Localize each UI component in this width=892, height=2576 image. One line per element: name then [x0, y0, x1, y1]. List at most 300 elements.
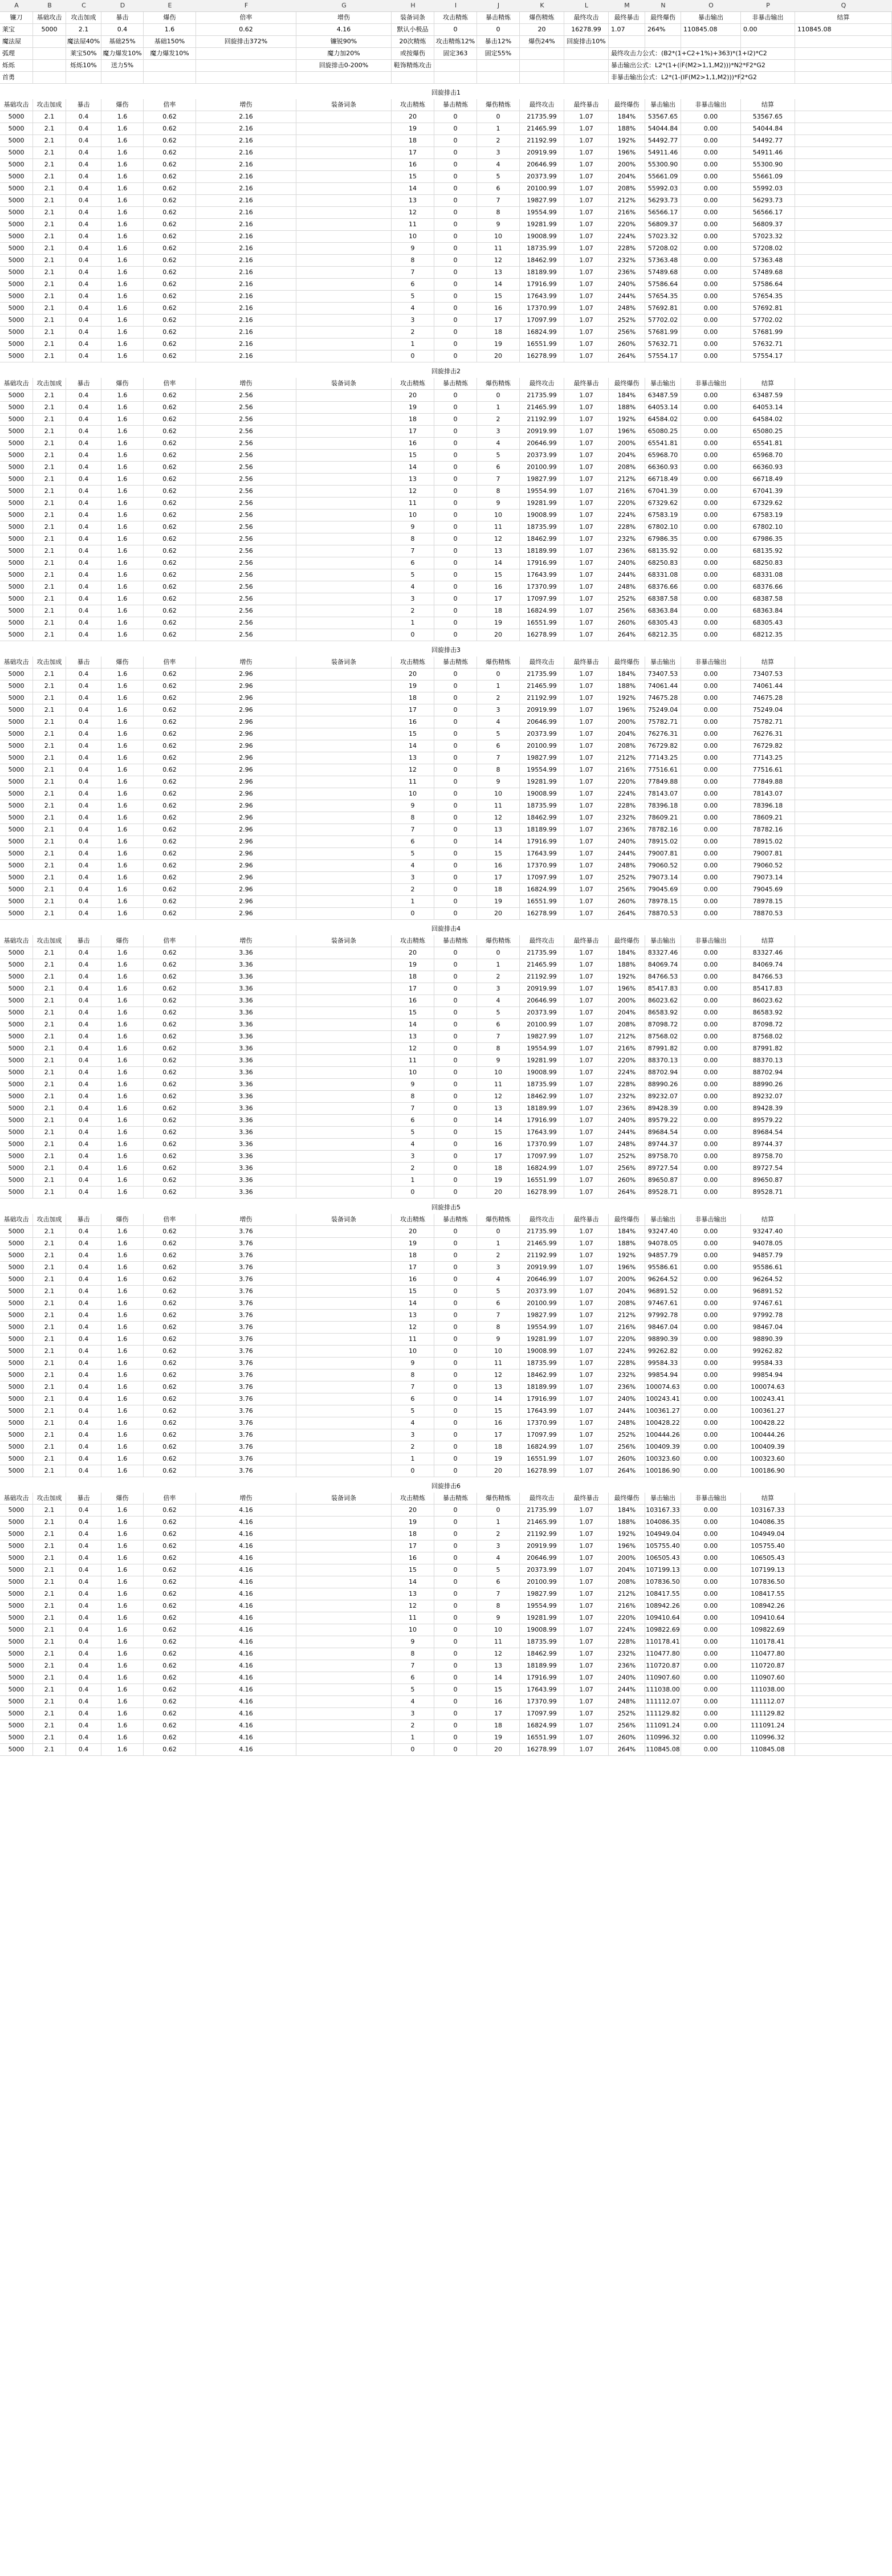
cell[interactable]: 2.1 — [33, 1115, 66, 1126]
cell[interactable]: 16 — [477, 1696, 520, 1707]
cell[interactable]: 0.00 — [681, 669, 741, 680]
cell[interactable]: 256% — [609, 884, 645, 895]
cell[interactable]: 18 — [392, 692, 434, 704]
cell[interactable]: 0.62 — [144, 183, 196, 194]
cell[interactable]: 79007.81 — [741, 848, 795, 859]
cell[interactable]: 89744.37 — [645, 1139, 681, 1150]
cell[interactable]: 240% — [609, 1393, 645, 1405]
cell[interactable]: 0.62 — [144, 159, 196, 170]
cell[interactable]: 5000 — [0, 1465, 33, 1477]
cell[interactable]: 0.4 — [66, 1298, 101, 1309]
cell[interactable]: 3 — [477, 147, 520, 158]
cell[interactable]: 0 — [434, 629, 477, 641]
cell[interactable]: 0.4 — [66, 1505, 101, 1516]
cell[interactable]: 0.4 — [66, 1274, 101, 1285]
cell[interactable]: 16 — [477, 1417, 520, 1429]
cell[interactable]: 108942.26 — [741, 1600, 795, 1612]
cell[interactable]: 86583.92 — [741, 1007, 795, 1018]
cell[interactable]: 3 — [477, 983, 520, 994]
cell[interactable]: 5000 — [0, 1744, 33, 1755]
cell[interactable]: 0.62 — [144, 1612, 196, 1624]
cell[interactable]: 18 — [392, 135, 434, 146]
cell[interactable]: 56809.37 — [741, 219, 795, 230]
cell[interactable]: 1.6 — [101, 123, 144, 134]
cell[interactable]: 0.00 — [681, 1612, 741, 1624]
cell[interactable]: 20373.99 — [520, 1564, 564, 1576]
cell[interactable]: 8 — [477, 1600, 520, 1612]
cell[interactable]: 14 — [392, 183, 434, 194]
cell[interactable]: 2.96 — [196, 728, 296, 740]
cell[interactable]: 增伤 — [296, 12, 392, 23]
cell[interactable]: 18462.99 — [520, 533, 564, 545]
cell[interactable]: 0.4 — [66, 1552, 101, 1564]
cell[interactable]: 16551.99 — [520, 896, 564, 907]
cell[interactable]: 0.00 — [681, 1226, 741, 1237]
cell[interactable]: 54044.84 — [645, 123, 681, 134]
cell[interactable]: 248% — [609, 1417, 645, 1429]
cell[interactable]: 13 — [392, 195, 434, 206]
cell[interactable]: 17097.99 — [520, 315, 564, 326]
cell[interactable]: 5000 — [0, 267, 33, 278]
cell[interactable]: 0 — [434, 947, 477, 959]
cell[interactable]: 1.6 — [101, 1175, 144, 1186]
cell[interactable]: 1.07 — [564, 1262, 609, 1273]
cell[interactable]: 20919.99 — [520, 983, 564, 994]
cell[interactable]: 57632.71 — [741, 339, 795, 350]
cell[interactable]: 0.62 — [144, 207, 196, 218]
column-header[interactable]: 基础攻击 — [0, 935, 33, 947]
cell[interactable]: 0.00 — [681, 207, 741, 218]
cell[interactable]: 79045.69 — [645, 884, 681, 895]
cell[interactable]: 1.07 — [564, 486, 609, 497]
cell[interactable]: 2.1 — [33, 716, 66, 728]
cell[interactable]: 17643.99 — [520, 1684, 564, 1695]
cell[interactable]: 首勇 — [0, 72, 33, 83]
cell[interactable]: 2.16 — [196, 219, 296, 230]
cell[interactable]: 1.07 — [564, 740, 609, 752]
cell[interactable]: 4.16 — [196, 1552, 296, 1564]
cell[interactable] — [296, 947, 392, 959]
cell[interactable]: 1.07 — [564, 1441, 609, 1453]
cell[interactable]: 0.00 — [681, 327, 741, 338]
cell[interactable]: 0.4 — [66, 1708, 101, 1719]
cell[interactable]: 68387.58 — [645, 593, 681, 605]
cell[interactable] — [296, 1648, 392, 1660]
cell[interactable]: 2.1 — [33, 533, 66, 545]
cell[interactable]: 2.1 — [33, 629, 66, 641]
cell[interactable]: 0.62 — [144, 521, 196, 533]
cell[interactable]: 3 — [477, 426, 520, 437]
cell[interactable]: 16278.99 — [564, 24, 609, 35]
cell[interactable]: 0.62 — [144, 474, 196, 485]
cell[interactable]: 0.4 — [66, 1103, 101, 1114]
cell[interactable]: 0 — [434, 1310, 477, 1321]
cell[interactable]: 2.1 — [33, 959, 66, 971]
cell[interactable]: 9 — [477, 1334, 520, 1345]
cell[interactable]: 3 — [392, 872, 434, 883]
cell[interactable]: 0.00 — [681, 486, 741, 497]
cell[interactable]: 1.07 — [564, 1505, 609, 1516]
cell[interactable]: 208% — [609, 462, 645, 473]
cell[interactable]: 1.6 — [144, 24, 196, 35]
cell[interactable]: 13 — [392, 1031, 434, 1042]
cell[interactable]: 0.00 — [681, 605, 741, 617]
cell[interactable]: 0.62 — [144, 1274, 196, 1285]
cell[interactable]: 2.1 — [33, 884, 66, 895]
column-letter[interactable]: F — [244, 2, 249, 9]
cell[interactable]: 2.96 — [196, 896, 296, 907]
cell[interactable]: 0 — [434, 1529, 477, 1540]
cell[interactable]: 0.00 — [681, 279, 741, 290]
cell[interactable]: 0 — [434, 1696, 477, 1707]
cell[interactable]: 212% — [609, 1588, 645, 1600]
cell[interactable]: 0.4 — [66, 812, 101, 824]
column-header[interactable]: 攻击精炼 — [392, 1493, 434, 1504]
cell[interactable]: 0.62 — [144, 1393, 196, 1405]
cell[interactable]: 0.62 — [144, 1091, 196, 1102]
cell[interactable]: 20646.99 — [520, 438, 564, 449]
cell[interactable]: 0.62 — [144, 824, 196, 835]
cell[interactable]: 18 — [477, 1720, 520, 1731]
cell[interactable]: 2.1 — [33, 1660, 66, 1672]
cell[interactable]: 爆伤24% — [520, 36, 564, 47]
cell[interactable]: 0.4 — [66, 959, 101, 971]
cell[interactable]: 252% — [609, 872, 645, 883]
cell[interactable]: 220% — [609, 1612, 645, 1624]
cell[interactable]: 1.07 — [564, 402, 609, 413]
cell[interactable]: 19554.99 — [520, 1600, 564, 1612]
cell[interactable]: 3.36 — [196, 1127, 296, 1138]
cell[interactable]: 0.4 — [66, 438, 101, 449]
cell[interactable]: 4 — [477, 1552, 520, 1564]
cell[interactable]: 14 — [477, 836, 520, 847]
cell[interactable]: 84766.53 — [645, 971, 681, 983]
cell[interactable] — [33, 60, 66, 71]
cell[interactable]: 2.96 — [196, 680, 296, 692]
cell[interactable]: 2.1 — [33, 1103, 66, 1114]
cell[interactable]: 0 — [434, 195, 477, 206]
cell[interactable]: 3.36 — [196, 1031, 296, 1042]
cell[interactable]: 5000 — [0, 135, 33, 146]
cell[interactable]: 100074.63 — [645, 1381, 681, 1393]
column-letter[interactable]: C — [82, 2, 86, 9]
cell[interactable]: 5000 — [0, 728, 33, 740]
cell[interactable]: 244% — [609, 291, 645, 302]
cell[interactable]: 15 — [477, 569, 520, 581]
cell[interactable]: 2.1 — [33, 617, 66, 629]
cell[interactable]: 0.4 — [66, 860, 101, 871]
cell[interactable]: 2.1 — [33, 1334, 66, 1345]
cell[interactable]: 或按爆伤 — [392, 48, 434, 59]
cell[interactable]: 2 — [477, 414, 520, 425]
cell[interactable]: 99854.94 — [741, 1369, 795, 1381]
cell[interactable]: 5000 — [0, 617, 33, 629]
cell[interactable]: 1.07 — [564, 219, 609, 230]
cell[interactable] — [33, 72, 66, 83]
cell[interactable]: 0.4 — [101, 24, 144, 35]
cell[interactable]: 99584.33 — [741, 1358, 795, 1369]
column-header[interactable]: 最终爆伤 — [609, 1214, 645, 1225]
cell[interactable]: 106505.43 — [645, 1552, 681, 1564]
cell[interactable]: 79007.81 — [645, 848, 681, 859]
cell[interactable]: 2.1 — [33, 669, 66, 680]
cell[interactable] — [296, 557, 392, 569]
cell[interactable]: 68212.35 — [741, 629, 795, 641]
cell[interactable]: 78396.18 — [741, 800, 795, 812]
cell[interactable]: 0 — [434, 350, 477, 362]
cell[interactable] — [681, 48, 741, 59]
cell[interactable]: 6 — [477, 1298, 520, 1309]
cell[interactable]: 57489.68 — [741, 267, 795, 278]
cell[interactable]: 100428.22 — [645, 1417, 681, 1429]
cell[interactable]: 0 — [434, 303, 477, 314]
cell[interactable]: 5000 — [0, 111, 33, 123]
cell[interactable]: 0 — [434, 959, 477, 971]
cell[interactable]: 0.4 — [66, 171, 101, 182]
cell[interactable]: 0 — [434, 716, 477, 728]
column-header[interactable]: 结算 — [741, 1214, 795, 1225]
cell[interactable]: 1.07 — [564, 617, 609, 629]
cell[interactable] — [296, 800, 392, 812]
cell[interactable]: 20919.99 — [520, 1540, 564, 1552]
cell[interactable]: 5000 — [0, 1612, 33, 1624]
cell[interactable]: 19554.99 — [520, 207, 564, 218]
cell[interactable]: 0 — [434, 1334, 477, 1345]
cell[interactable]: 5000 — [0, 1660, 33, 1672]
cell[interactable]: 1.07 — [564, 908, 609, 919]
cell[interactable]: 109822.69 — [645, 1624, 681, 1636]
cell[interactable]: 11 — [477, 1079, 520, 1090]
cell[interactable]: 87991.82 — [645, 1043, 681, 1054]
cell[interactable]: 16 — [392, 995, 434, 1006]
cell[interactable]: 0 — [434, 1540, 477, 1552]
cell[interactable] — [296, 207, 392, 218]
cell[interactable]: 4.16 — [196, 1744, 296, 1755]
cell[interactable]: 2 — [477, 135, 520, 146]
cell[interactable]: 56293.73 — [741, 195, 795, 206]
cell[interactable]: 0.62 — [144, 884, 196, 895]
cell[interactable]: 0.62 — [144, 1151, 196, 1162]
cell[interactable]: 66718.49 — [741, 474, 795, 485]
cell[interactable]: 188% — [609, 1238, 645, 1249]
cell[interactable]: 5000 — [0, 860, 33, 871]
cell[interactable]: 8 — [392, 1091, 434, 1102]
cell[interactable]: 192% — [609, 1250, 645, 1261]
cell[interactable]: 7 — [392, 1103, 434, 1114]
cell[interactable]: 0.4 — [66, 800, 101, 812]
cell[interactable]: 5000 — [0, 339, 33, 350]
cell[interactable] — [645, 36, 681, 47]
cell[interactable]: 1.07 — [564, 1163, 609, 1174]
cell[interactable]: 17097.99 — [520, 1429, 564, 1441]
cell[interactable]: 56566.17 — [645, 207, 681, 218]
cell[interactable]: 12 — [392, 764, 434, 776]
cell[interactable]: 0 — [434, 557, 477, 569]
cell[interactable] — [296, 1429, 392, 1441]
cell[interactable]: 1.07 — [564, 692, 609, 704]
cell[interactable]: 18189.99 — [520, 545, 564, 557]
cell[interactable]: 15 — [392, 1564, 434, 1576]
cell[interactable]: 2.1 — [33, 195, 66, 206]
cell[interactable]: 爆伤 — [144, 12, 196, 23]
cell[interactable]: 0.00 — [681, 438, 741, 449]
cell[interactable]: 20646.99 — [520, 1552, 564, 1564]
cell[interactable] — [609, 36, 645, 47]
cell[interactable]: 79045.69 — [741, 884, 795, 895]
cell[interactable]: 0.4 — [66, 1115, 101, 1126]
cell[interactable]: 5000 — [0, 1358, 33, 1369]
cell[interactable]: 85417.83 — [645, 983, 681, 994]
cell[interactable]: 0 — [434, 123, 477, 134]
cell[interactable]: 2.1 — [33, 860, 66, 871]
cell[interactable]: 0.62 — [144, 1238, 196, 1249]
cell[interactable]: 5000 — [0, 279, 33, 290]
cell[interactable]: 1.6 — [101, 812, 144, 824]
cell[interactable]: 0.62 — [144, 1298, 196, 1309]
cell[interactable]: 65968.70 — [741, 450, 795, 461]
cell[interactable]: 110907.60 — [645, 1672, 681, 1684]
cell[interactable]: 100323.60 — [645, 1453, 681, 1465]
cell[interactable]: 100361.27 — [741, 1405, 795, 1417]
cell[interactable]: 1.6 — [101, 1055, 144, 1066]
cell[interactable]: 1.6 — [101, 1043, 144, 1054]
cell[interactable]: 1.6 — [101, 1262, 144, 1273]
column-header[interactable]: 暴击精炼 — [434, 657, 477, 668]
column-header[interactable]: 结算 — [741, 657, 795, 668]
cell[interactable]: 74675.28 — [741, 692, 795, 704]
cell[interactable]: 0.4 — [66, 1600, 101, 1612]
cell[interactable]: 5000 — [0, 426, 33, 437]
cell[interactable]: 0.00 — [681, 219, 741, 230]
cell[interactable]: 5000 — [0, 1127, 33, 1138]
cell[interactable]: 0.62 — [144, 545, 196, 557]
cell[interactable]: 2.1 — [33, 776, 66, 788]
cell[interactable]: 1.6 — [101, 291, 144, 302]
cell[interactable]: 0.00 — [681, 291, 741, 302]
cell[interactable]: 0.4 — [66, 776, 101, 788]
cell[interactable]: 13 — [477, 1381, 520, 1393]
cell[interactable]: 0.4 — [66, 1079, 101, 1090]
cell[interactable]: 0.62 — [144, 728, 196, 740]
cell[interactable]: 3 — [392, 593, 434, 605]
cell[interactable]: 0.00 — [681, 1322, 741, 1333]
cell[interactable]: 1.07 — [564, 1115, 609, 1126]
cell[interactable]: 2.96 — [196, 872, 296, 883]
cell[interactable]: 2.1 — [33, 788, 66, 800]
cell[interactable]: 7 — [477, 1310, 520, 1321]
cell[interactable]: 0 — [434, 147, 477, 158]
cell[interactable]: 暴击12% — [477, 36, 520, 47]
cell[interactable]: 2.1 — [33, 680, 66, 692]
cell[interactable]: 20919.99 — [520, 704, 564, 716]
cell[interactable]: 0 — [434, 1358, 477, 1369]
cell[interactable]: 0 — [434, 884, 477, 895]
cell[interactable]: 0.00 — [681, 350, 741, 362]
cell[interactable]: 0.4 — [66, 1250, 101, 1261]
cell[interactable]: 17643.99 — [520, 848, 564, 859]
cell[interactable]: 78915.02 — [645, 836, 681, 847]
cell[interactable]: 3.76 — [196, 1286, 296, 1297]
column-header[interactable]: 增伤 — [196, 1214, 296, 1225]
cell[interactable]: 260% — [609, 617, 645, 629]
cell[interactable]: 5000 — [0, 1067, 33, 1078]
cell[interactable]: 68212.35 — [645, 629, 681, 641]
cell[interactable]: 最终攻击力公式：(B2*(1+C2+1%)+363)*(1+I2)*C2 — [609, 48, 645, 59]
cell[interactable]: 2.1 — [33, 159, 66, 170]
cell[interactable]: 0.00 — [681, 704, 741, 716]
cell[interactable]: 20 — [392, 390, 434, 401]
cell[interactable]: 2.1 — [33, 1031, 66, 1042]
cell[interactable]: 0.4 — [66, 1517, 101, 1528]
cell[interactable]: 110477.80 — [741, 1648, 795, 1660]
cell[interactable]: 0.4 — [66, 414, 101, 425]
cell[interactable] — [296, 1708, 392, 1719]
cell[interactable]: 1.6 — [101, 1115, 144, 1126]
cell[interactable]: 1.07 — [564, 291, 609, 302]
cell[interactable] — [477, 60, 520, 71]
cell[interactable]: 1.07 — [564, 267, 609, 278]
cell[interactable] — [434, 60, 477, 71]
cell[interactable]: 76729.82 — [741, 740, 795, 752]
cell[interactable]: 18462.99 — [520, 1648, 564, 1660]
cell[interactable]: 5000 — [0, 1334, 33, 1345]
cell[interactable]: 5000 — [0, 243, 33, 254]
cell[interactable]: 16 — [392, 1274, 434, 1285]
cell[interactable]: 0.4 — [66, 1187, 101, 1198]
cell[interactable]: 55992.03 — [741, 183, 795, 194]
cell[interactable]: 5000 — [0, 486, 33, 497]
cell[interactable]: 1.6 — [101, 1417, 144, 1429]
cell[interactable]: 0.62 — [144, 1417, 196, 1429]
cell[interactable]: 6 — [477, 740, 520, 752]
cell[interactable]: 0 — [434, 426, 477, 437]
cell[interactable]: 0.00 — [681, 1055, 741, 1066]
cell[interactable]: 107836.50 — [741, 1576, 795, 1588]
cell[interactable]: 2.1 — [33, 498, 66, 509]
column-header[interactable]: 增伤 — [196, 378, 296, 389]
cell[interactable] — [296, 1175, 392, 1186]
cell[interactable]: 魔力爆发10% — [101, 48, 144, 59]
cell[interactable]: 89650.87 — [645, 1175, 681, 1186]
cell[interactable]: 0 — [434, 764, 477, 776]
cell[interactable]: 1.07 — [564, 1187, 609, 1198]
cell[interactable]: 19827.99 — [520, 1588, 564, 1600]
cell[interactable] — [296, 716, 392, 728]
cell[interactable]: 3.36 — [196, 971, 296, 983]
cell[interactable]: 19827.99 — [520, 474, 564, 485]
cell[interactable]: 21192.99 — [520, 135, 564, 146]
cell[interactable]: 2.56 — [196, 545, 296, 557]
cell[interactable]: 208% — [609, 1298, 645, 1309]
cell[interactable]: 5000 — [0, 704, 33, 716]
cell[interactable]: 8 — [392, 533, 434, 545]
cell[interactable]: 1.07 — [564, 1103, 609, 1114]
cell[interactable]: 2.96 — [196, 788, 296, 800]
cell[interactable]: 7 — [477, 752, 520, 764]
cell[interactable]: 65541.81 — [741, 438, 795, 449]
cell[interactable]: 20 — [477, 1744, 520, 1755]
cell[interactable]: 11 — [392, 219, 434, 230]
cell[interactable]: 2.1 — [33, 1672, 66, 1684]
cell[interactable]: 0.4 — [66, 995, 101, 1006]
cell[interactable]: 0.00 — [681, 171, 741, 182]
cell[interactable]: 9 — [477, 498, 520, 509]
cell[interactable]: 0 — [434, 1139, 477, 1150]
cell[interactable]: 3.36 — [196, 1043, 296, 1054]
cell[interactable]: 14 — [477, 557, 520, 569]
cell[interactable]: 1.6 — [101, 450, 144, 461]
column-header[interactable]: 暴击精炼 — [434, 378, 477, 389]
